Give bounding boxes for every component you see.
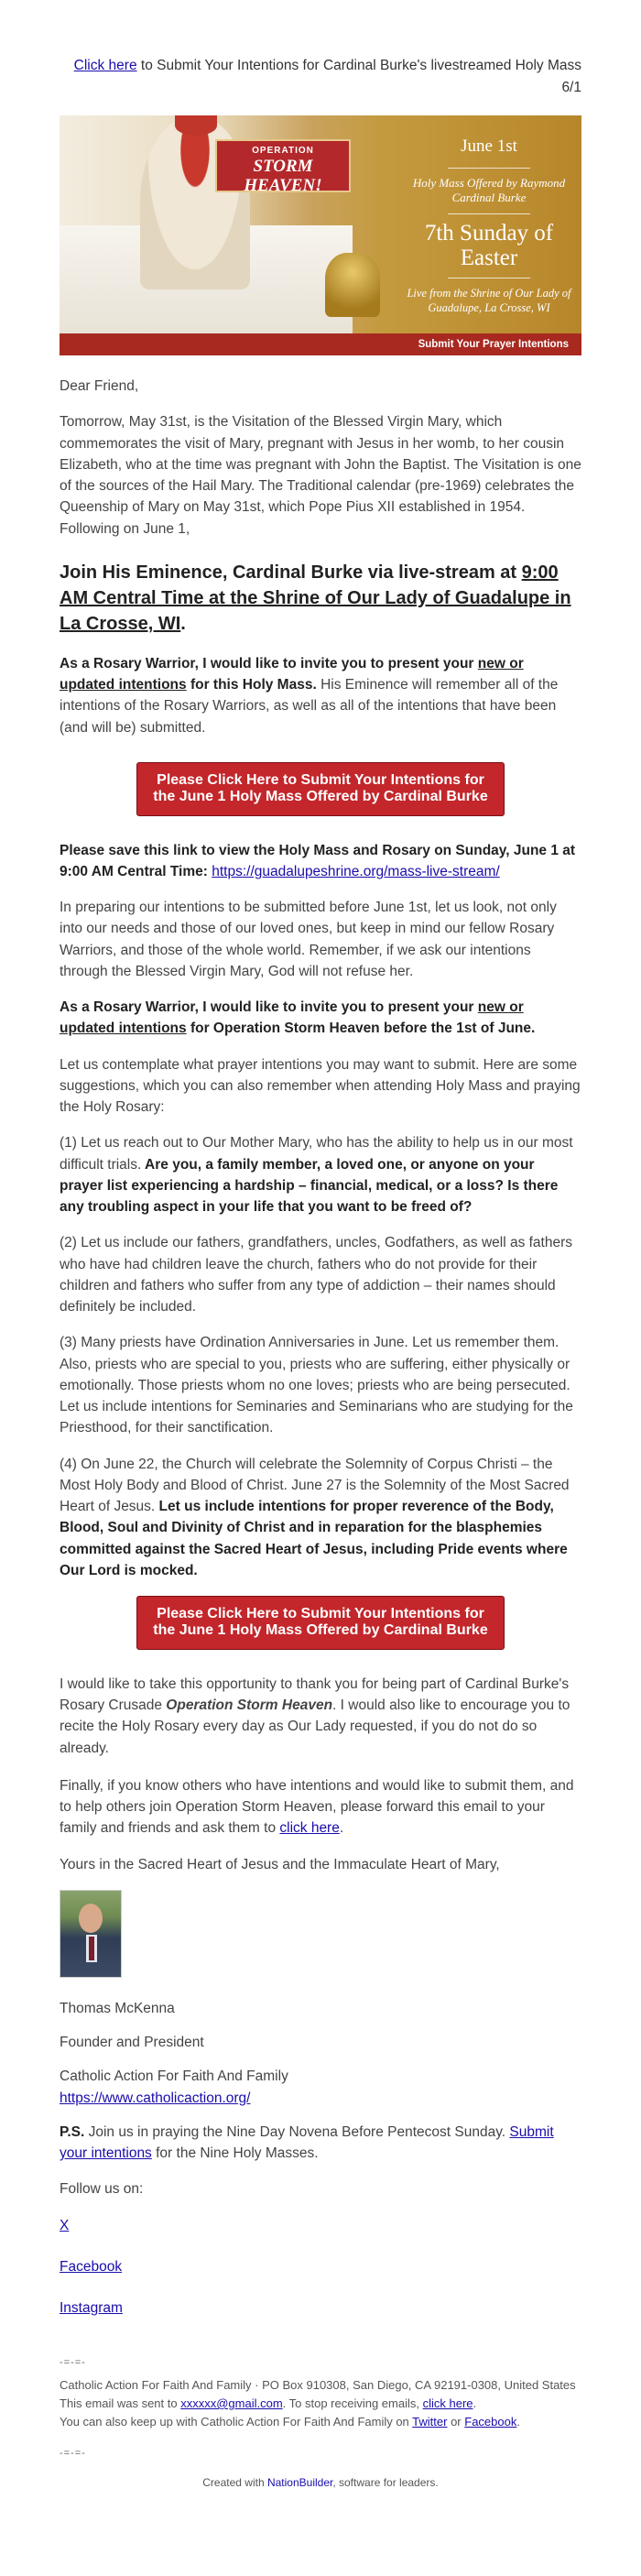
suggestion-1-text: (1) Let us reach out to Our Mother Mary, who has the ability to help us in our most difficult trials. xyxy=(60,1135,573,1173)
banner-text-panel xyxy=(397,115,581,355)
invite-op-bold-2: for Operation Storm Heaven before the 1st of June. xyxy=(186,1021,536,1037)
footer-address: Catholic Action For Faith And Family · PO Box 910308, San Diego, CA 92191-0308, United States xyxy=(60,2377,576,2392)
header-text: to Submit Your Intentions for Cardinal Burke's livestreamed Holy Mass 6/1 xyxy=(136,58,581,96)
ps-label: P.S. xyxy=(60,2123,85,2140)
footer xyxy=(60,2376,581,2431)
save-link-bold: Please save this link to view the Holy Mass and Rosary on Sunday, June 1 at 9:00 AM Central Time: xyxy=(60,842,576,879)
suggestion-1-bold: Are you, a family member, a loved one, or anyone on your prayer list experiencing a hardship – financial, medical, or a loss? Is there any troubling aspect in your life that you want to be freed of? xyxy=(60,1156,559,1216)
paragraph-suggestion-4 xyxy=(60,1454,581,1582)
follow-links xyxy=(0,2215,641,2319)
suggestion-4-text: (4) On June 22, the Church will celebrate the Solemnity of Corpus Christi – the Most Holy Body and Blood of Christ. June 27 is the Solemnity of the Most Sacred Heart of Jesus. xyxy=(60,1456,570,1515)
footer-keep-end: . xyxy=(516,2415,520,2429)
footer-sent-mid: . To stop receiving emails, xyxy=(282,2396,423,2410)
paragraph-contemplate: Let us contemplate what prayer intentions you may want to submit. Here are some suggestions, which you can also remember when attending Holy Mass and praying the Holy Rosary: xyxy=(60,1056,581,1116)
banner-divider xyxy=(448,168,530,169)
button-wrap xyxy=(0,762,641,816)
banner-shrine: Live from the Shrine of Our Lady of Guadalupe, La Crosse, WI xyxy=(407,286,571,315)
forward-text: Finally, if you know others who have intentions and would like to submit them, and to help others join Operation Storm Heaven, please forward this email to your family and friends and ask them to xyxy=(60,1777,574,1837)
forward-end: . xyxy=(339,1820,344,1837)
banner-divider xyxy=(448,213,530,214)
paragraph-suggestion-3: (3) Many priests have Ordination Anniversaries in June. Let us remember them. Also, priests who are special to you, priests who are suffering, either physically or emotionally. Those priests whom no one loves; priests who are being persecuted. Let us include intentions for Seminaries and Seminarians who are studying for the Priesthood, for their sanctification. xyxy=(60,1335,573,1436)
footer-facebook-link[interactable]: Facebook xyxy=(464,2415,517,2429)
submit-intentions-button[interactable]: Please Click Here to Submit Your Intentions for the June 1 Holy Mass Offered by Cardinal Burke xyxy=(136,762,505,816)
heading-part-2: 9:00 AM Central Time at the Shrine of Our Lady of Guadalupe in La Crosse, WI xyxy=(60,562,571,634)
banner-date: June 1st xyxy=(461,136,517,157)
heading-part-3: . xyxy=(180,613,186,634)
ps-text: Join us in praying the Nine Day Novena Before Pentecost Sunday. xyxy=(84,2123,510,2140)
paragraph-invite-mass xyxy=(60,653,581,738)
mass-livestream-link[interactable]: https://guadalupeshrine.org/mass-live-stream/ xyxy=(212,863,500,879)
banner-sunday: 7th Sunday of Easter xyxy=(424,221,554,270)
operation-storm-heaven-logo xyxy=(215,139,351,195)
banner-submit-bar[interactable]: Submit Your Prayer Intentions xyxy=(60,333,581,355)
footer-sent-line xyxy=(60,2395,581,2413)
paragraph-suggestion-1 xyxy=(60,1132,581,1217)
heading-part-1: Join His Eminence, Cardinal Burke via live-stream at xyxy=(60,562,522,583)
banner-offered-by: Holy Mass Offered by Raymond Cardinal Burke xyxy=(412,175,566,205)
chalice-image xyxy=(325,253,380,317)
thanks-text-c: . I would also like to encourage you to recite the Holy Rosary every day as Our Lady requested, if you do not do so already. xyxy=(60,1697,570,1756)
ps-end: for the Nine Holy Masses. xyxy=(151,2145,319,2162)
footer-keep-pre: You can also keep up with Catholic Action For Faith And Family on xyxy=(60,2415,413,2429)
photo-face xyxy=(79,1904,103,1933)
footer-sent-end: . xyxy=(473,2396,477,2410)
footer-divider-top: -=-=- xyxy=(60,2357,86,2369)
forward-click-here-link[interactable]: click here xyxy=(279,1820,340,1837)
paragraph-thanks xyxy=(60,1674,581,1759)
closing: Yours in the Sacred Heart of Jesus and the Immaculate Heart of Mary, xyxy=(60,1856,500,1872)
intentions-link[interactable]: new or updated intentions xyxy=(60,655,524,693)
button-wrap-2 xyxy=(0,1596,641,1650)
greeting: Dear Friend, xyxy=(60,378,139,395)
livestream-heading xyxy=(60,560,581,637)
signature-url-link[interactable]: https://www.catholicaction.org/ xyxy=(60,2090,251,2106)
invite-bold-1: As a Rosary Warrior, I would like to invite you to present your xyxy=(60,655,478,671)
signature-photo xyxy=(60,1890,122,1978)
paragraph-forward xyxy=(60,1775,581,1839)
paragraph-invite-operation xyxy=(60,997,581,1040)
footer-keep-line xyxy=(60,2413,581,2431)
submit-intentions-button-2[interactable]: Please Click Here to Submit Your Intentions for the June 1 Holy Mass Offered by Cardinal Burke xyxy=(136,1596,505,1650)
header-line xyxy=(60,55,581,99)
created-with xyxy=(0,2474,641,2491)
email-page xyxy=(0,55,641,2509)
footer-sent-pre: This email was sent to xyxy=(60,2396,181,2410)
unsubscribe-link[interactable]: click here xyxy=(422,2396,473,2410)
signature-title: Founder and President xyxy=(60,2035,204,2051)
paragraph-visitation: Tomorrow, May 31st, is the Visitation of the Blessed Virgin Mary, which commemorates the visit of Mary, pregnant with Jesus in her womb, to her cousin Elizabeth, who at the time was pregnant with John the Baptist. The Visitation is one of the sources of the Hail Mary. The Traditional calendar (pre-1969) celebrates the Queenship of Mary on May 31st, which Pope Pius XII established in 1954. Following on June 1, xyxy=(60,414,581,537)
suggestion-4-bold: Let us include intentions for proper reverence of the Body, Blood, Soul and Divinity of Christ and in reparation for the blasphemies committed against the Sacred Heart of Jesus, including Pride events where Our Lord is mocked. xyxy=(60,1499,568,1578)
signature-org: Catholic Action For Faith And Family xyxy=(60,2068,288,2085)
footer-twitter-link[interactable]: Twitter xyxy=(412,2415,448,2429)
zucchetto-image xyxy=(175,115,217,136)
intentions-link-2[interactable]: new or updated intentions xyxy=(60,999,524,1037)
hero-banner[interactable] xyxy=(60,115,581,355)
footer-email-link[interactable]: xxxxxx@gmail.com xyxy=(180,2396,283,2410)
thanks-text-a: I would like to take this opportunity to thank you for being part of Cardinal Burke's Rosary Crusade xyxy=(60,1675,570,1714)
invite-op-bold-1: As a Rosary Warrior, I would like to invite you to present your xyxy=(60,999,478,1016)
created-post: , software for leaders. xyxy=(332,2475,439,2489)
x-link[interactable]: X xyxy=(60,2217,70,2233)
follow-heading: Follow us on: xyxy=(60,2181,144,2198)
footer-divider-bottom: -=-=- xyxy=(60,2448,86,2460)
logo-small-text: OPERATION xyxy=(252,146,314,157)
footer-or: or xyxy=(447,2415,465,2429)
instagram-link[interactable]: Instagram xyxy=(60,2300,123,2317)
postscript xyxy=(60,2122,581,2165)
nationbuilder-link[interactable]: NationBuilder xyxy=(266,2475,333,2489)
signature-org-block xyxy=(60,2066,581,2109)
header-submit-link[interactable]: Click here xyxy=(73,58,137,73)
created-pre: Created with xyxy=(202,2475,267,2489)
thanks-operation-name: Operation Storm Heaven xyxy=(166,1697,333,1714)
paragraph-preparing: In preparing our intentions to be submitted before June 1st, let us look, not only into our needs and those of our loved ones, but keep in mind our fellow Rosary Warriors, and those of the whole world. Remember, if we ask our intentions through the Blessed Virgin Mary, God will not refuse her. xyxy=(60,900,557,979)
ps-submit-link[interactable]: Submit your intentions xyxy=(60,2123,554,2162)
facebook-link[interactable]: Facebook xyxy=(60,2258,123,2275)
logo-big-text: STORM HEAVEN! xyxy=(244,157,322,195)
photo-tie xyxy=(89,1937,94,1960)
signature-name: Thomas McKenna xyxy=(60,2000,175,2016)
paragraph-save-link xyxy=(60,840,581,883)
signature-block xyxy=(0,1998,641,2109)
invite-rest: His Eminence will remember all of the intentions of the Rosary Warriors, as well as all of the intentions that have been (and will be) submitted. xyxy=(60,677,559,736)
invite-bold-2: for this Holy Mass. xyxy=(186,677,317,693)
paragraph-suggestion-2: (2) Let us include our fathers, grandfathers, uncles, Godfathers, as well as fathers who have had children leave the church, fathers who do not provide for their children and fathers who suffer from any type of addiction – their names should definitely be included. xyxy=(60,1235,573,1315)
